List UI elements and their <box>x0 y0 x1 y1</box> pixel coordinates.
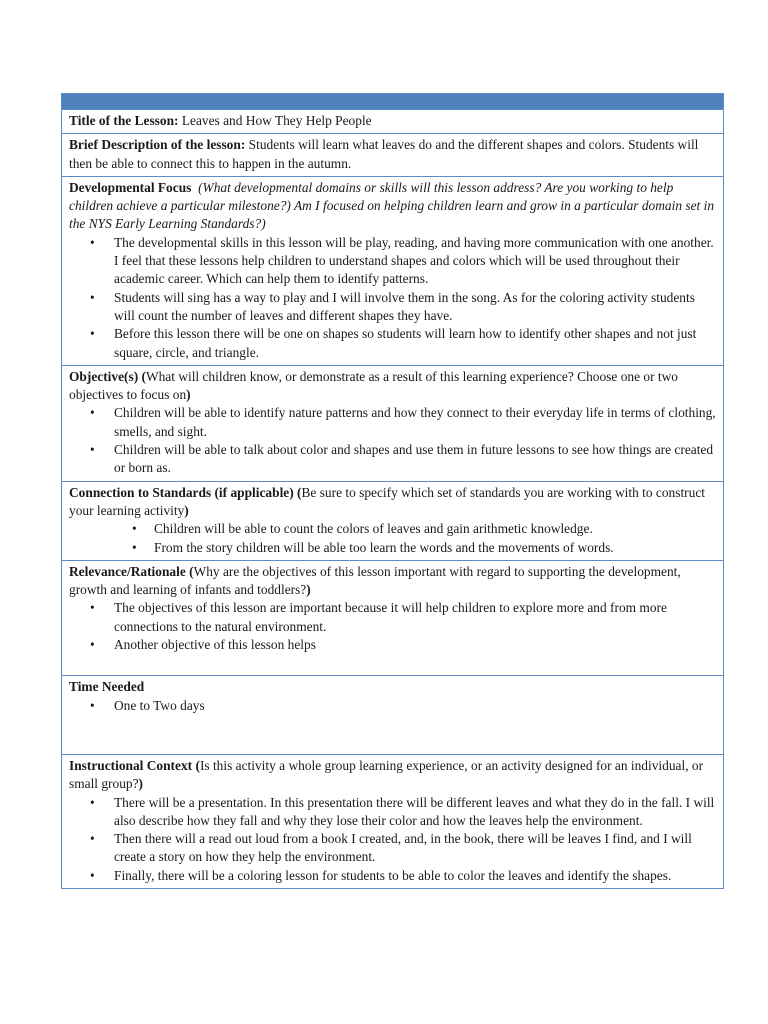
relevance-prompt: Why are the objectives of this lesson important with regard to supporting the development, growth and learning of infants and toddlers? <box>69 563 681 598</box>
list-item: • Before this lesson there will be one on shapes so students will learn how to identify other shapes and not just square, circle, and triangle. <box>69 325 717 362</box>
header-cell <box>62 94 724 110</box>
objectives-close: ) <box>186 387 191 403</box>
blank-space <box>69 715 717 733</box>
list-item: • Children will be able to count the colors of leaves and gain arithmetic knowledge. <box>69 520 717 538</box>
standards-close: ) <box>184 502 189 518</box>
standards-cell <box>62 481 724 560</box>
list-item: • The objectives of this lesson are important because it will help children to explore more and from more connections to the natural environment. <box>69 599 717 636</box>
row-standards <box>62 481 724 560</box>
standards-prompt: Be sure to specify which set of standards you are working with to construct your learning activity <box>69 484 705 518</box>
lesson-plan-table <box>61 93 724 889</box>
list-item: • The developmental skills in this lesson will be play, reading, and having more communication with one another. I feel that these lessons help children to understand shapes and colors which will be used throughout their academic career. Which can help them to identify patterns. <box>69 234 717 289</box>
objectives-list <box>69 404 717 477</box>
dev-focus-label: Developmental Focus <box>69 179 192 195</box>
standards-list <box>69 520 717 557</box>
dev-focus-cell <box>62 176 724 365</box>
list-item: • Then there will a read out loud from a book I created, and, in the book, there will be leaves I find, and I will create a story on how they help the environment. <box>69 830 717 867</box>
row-context <box>62 754 724 888</box>
objectives-label: Objective(s) ( <box>69 368 146 384</box>
row-time <box>62 676 724 755</box>
title-label: Title of the Lesson: <box>69 113 179 128</box>
row-title <box>62 110 724 134</box>
list-item: • Children will be able to identify nature patterns and how they connect to their everyday life in terms of clothing, smells, and sight. <box>69 404 717 441</box>
time-list <box>69 697 717 715</box>
context-prompt: Is this activity a whole group learning experience, or an activity designed for an individual, or small group? <box>69 757 704 792</box>
blank-space <box>69 733 717 751</box>
context-cell <box>62 754 724 888</box>
relevance-close: ) <box>306 582 311 598</box>
row-relevance <box>62 560 724 675</box>
relevance-cell <box>62 560 724 675</box>
brief-label: Brief Description of the lesson: <box>69 137 246 153</box>
table-header-bar <box>62 94 724 110</box>
list-item: • Finally, there will be a coloring lesson for students to be able to color the leaves and identify the shapes. <box>69 867 717 885</box>
list-item: • Students will sing has a way to play and I will involve them in the song. As for the coloring activity students will count the number of leaves and different shapes they have. <box>69 289 717 326</box>
title-cell <box>62 110 724 134</box>
row-dev-focus <box>62 176 724 365</box>
title-value: Leaves and How They Help People <box>181 113 372 128</box>
objectives-cell <box>62 365 724 481</box>
context-list <box>69 794 717 885</box>
objectives-prompt: What will children know, or demonstrate as a result of this learning experience? Choose one or two objectives to focus on <box>69 368 678 403</box>
time-label: Time Needed <box>69 679 145 695</box>
brief-cell <box>62 134 724 177</box>
brief-text: Students will learn what leaves do and the different shapes and colors. Students will then be able to connect this to happen in the autumn. <box>69 137 699 171</box>
context-close: ) <box>138 776 144 792</box>
list-item: • Another objective of this lesson helps <box>69 636 717 654</box>
row-brief <box>62 134 724 177</box>
relevance-list <box>69 599 717 654</box>
context-label: Instructional Context ( <box>69 757 200 773</box>
list-item: • From the story children will be able too learn the words and the movements of words. <box>69 539 717 557</box>
dev-focus-list <box>69 234 717 362</box>
standards-label: Connection to Standards (if applicable) ( <box>69 484 302 500</box>
row-objectives <box>62 365 724 481</box>
list-item: • One to Two days <box>69 697 717 715</box>
time-cell <box>62 676 724 755</box>
dev-focus-prompt: (What developmental domains or skills will this lesson address? Are you working to help children achieve a particular milestone?) Am I focused on helping children learn and grow in a particular domain set in the NYS Early Learning Standards?) <box>69 179 715 232</box>
list-item: • Children will be able to talk about color and shapes and use them in future lessons to see how things are created or born as. <box>69 441 717 478</box>
blank-space <box>69 654 717 672</box>
relevance-label: Relevance/Rationale ( <box>69 563 194 579</box>
list-item: • There will be a presentation. In this presentation there will be different leaves and what they do in the fall. I will also describe how they fall and why they lose their color and how the leaves help the environment. <box>69 794 717 831</box>
